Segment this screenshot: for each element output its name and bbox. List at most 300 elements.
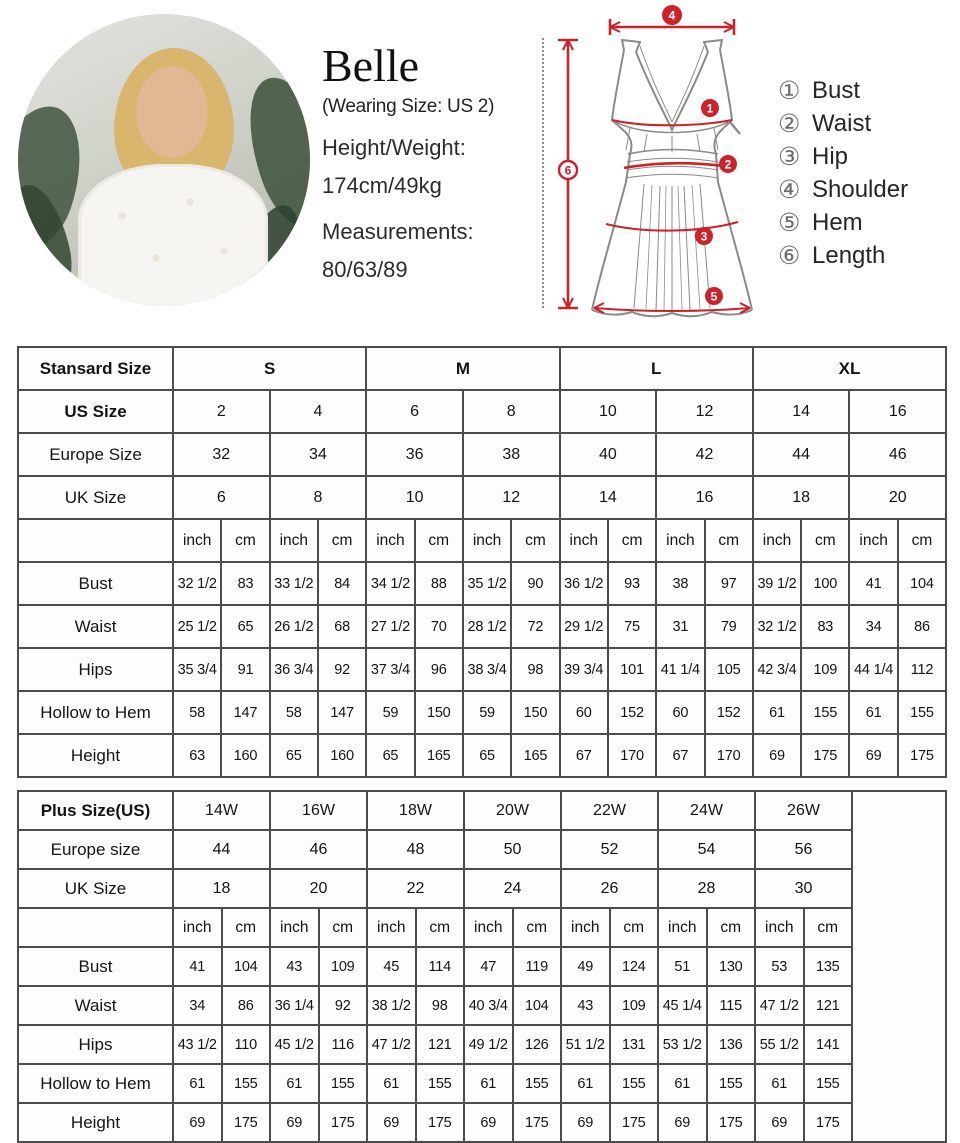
measurement-value: 40 3/4 <box>464 986 513 1025</box>
measurement-value: 69 <box>367 1103 416 1142</box>
measurement-value: 175 <box>319 1103 368 1142</box>
measurement-value: 109 <box>319 947 368 986</box>
measurement-value: 109 <box>801 648 849 691</box>
measurement-value: 175 <box>416 1103 465 1142</box>
marker-4: 4 <box>668 8 676 23</box>
standard-size-table <box>17 346 947 778</box>
measurement-value: 109 <box>610 986 659 1025</box>
europe-size-value: 44 <box>753 433 850 476</box>
unit-row <box>18 519 946 562</box>
unit-header: cm <box>416 908 465 947</box>
measurement-value: 63 <box>173 734 221 777</box>
plus-size-header: 20W <box>464 791 561 830</box>
measurement-value: 28 1/2 <box>463 605 511 648</box>
measurement-value: 65 <box>366 734 414 777</box>
unit-header: inch <box>849 519 897 562</box>
uk-size-value: 12 <box>463 476 560 519</box>
europe-size-value: 38 <box>463 433 560 476</box>
measurement-value: 39 3/4 <box>560 648 608 691</box>
size-group-header: S <box>173 347 366 390</box>
measurement-value: 33 1/2 <box>270 562 318 605</box>
empty-merged-cell <box>852 791 946 1142</box>
measurement-value: 49 1/2 <box>464 1025 513 1064</box>
measurement-value: 44 1/4 <box>849 648 897 691</box>
measurement-value: 69 <box>755 1103 804 1142</box>
measurement-value: 90 <box>511 562 559 605</box>
measurement-value: 79 <box>705 605 753 648</box>
unit-header: inch <box>560 519 608 562</box>
measurement-value: 98 <box>511 648 559 691</box>
uk-size-value: 30 <box>755 869 852 908</box>
measurement-value: 83 <box>801 605 849 648</box>
measurement-value: 105 <box>705 648 753 691</box>
unit-header: inch <box>755 908 804 947</box>
measurement-label: Waist <box>18 605 173 648</box>
measurement-value: 67 <box>560 734 608 777</box>
measurement-value: 130 <box>707 947 756 986</box>
measurement-value: 59 <box>463 691 511 734</box>
uk-size-label: UK Size <box>18 869 173 908</box>
measurement-value: 41 1/4 <box>656 648 704 691</box>
uk-size-value: 18 <box>753 476 850 519</box>
circled-1-icon: ① <box>778 76 801 105</box>
measurement-value: 38 1/2 <box>367 986 416 1025</box>
uk-size-value: 10 <box>366 476 463 519</box>
model-info <box>322 42 537 286</box>
measurement-value: 104 <box>513 986 562 1025</box>
measurement-value: 147 <box>318 691 366 734</box>
legend-item-hip: ③ Hip <box>778 142 849 171</box>
circled-3-icon: ③ <box>778 142 801 171</box>
measurement-value: 155 <box>707 1064 756 1103</box>
measurement-value: 45 1/2 <box>270 1025 319 1064</box>
uk-size-value: 20 <box>849 476 946 519</box>
measurement-value: 35 3/4 <box>173 648 221 691</box>
plus-size-title: Plus Size(US) <box>18 791 173 830</box>
europe-size-value: 54 <box>658 830 755 869</box>
measurement-value: 175 <box>222 1103 271 1142</box>
europe-size-value: 42 <box>656 433 753 476</box>
measurement-row <box>18 947 946 986</box>
measurement-value: 69 <box>561 1103 610 1142</box>
marker-6: 6 <box>564 163 572 178</box>
unit-header: cm <box>705 519 753 562</box>
unit-header: cm <box>221 519 269 562</box>
europe-size-value: 34 <box>270 433 367 476</box>
measurement-value: 60 <box>560 691 608 734</box>
model-photo <box>18 14 310 306</box>
uk-size-row <box>18 869 946 908</box>
measurement-value: 96 <box>415 648 463 691</box>
measurement-value: 47 <box>464 947 513 986</box>
measurement-value: 61 <box>658 1064 707 1103</box>
measurement-value: 61 <box>270 1064 319 1103</box>
measurement-value: 55 1/2 <box>755 1025 804 1064</box>
europe-size-value: 36 <box>366 433 463 476</box>
us-size-value: 16 <box>849 390 946 433</box>
measurement-value: 41 <box>173 947 222 986</box>
europe-size-row <box>18 433 946 476</box>
measurement-value: 152 <box>608 691 656 734</box>
standard-size-title: Stansard Size <box>18 347 173 390</box>
measurement-value: 70 <box>415 605 463 648</box>
marker-5: 5 <box>710 289 718 304</box>
measurement-value: 34 <box>173 986 222 1025</box>
us-size-value: 10 <box>560 390 657 433</box>
measurement-value: 98 <box>416 986 465 1025</box>
measurement-value: 49 <box>561 947 610 986</box>
unit-header: inch <box>366 519 414 562</box>
unit-header: cm <box>513 908 562 947</box>
europe-size-value: 32 <box>173 433 270 476</box>
measurement-value: 152 <box>705 691 753 734</box>
measurement-value: 45 <box>367 947 416 986</box>
measurement-value: 36 1/4 <box>270 986 319 1025</box>
measurement-value: 53 1/2 <box>658 1025 707 1064</box>
us-size-value: 6 <box>366 390 463 433</box>
measurement-value: 41 <box>849 562 897 605</box>
measurement-value: 93 <box>608 562 656 605</box>
unit-header: cm <box>707 908 756 947</box>
measurement-value: 38 <box>656 562 704 605</box>
uk-size-value: 22 <box>367 869 464 908</box>
plus-size-header: 24W <box>658 791 755 830</box>
circled-4-icon: ④ <box>778 175 801 204</box>
measurement-value: 150 <box>511 691 559 734</box>
measurement-row <box>18 1103 946 1142</box>
measurement-value: 104 <box>898 562 946 605</box>
empty-cell <box>18 908 173 947</box>
legend-item-length: ⑥ Length <box>778 241 886 270</box>
measurement-value: 155 <box>610 1064 659 1103</box>
us-size-value: 4 <box>270 390 367 433</box>
size-group-row <box>18 347 946 390</box>
measurement-value: 61 <box>464 1064 513 1103</box>
measurement-value: 84 <box>318 562 366 605</box>
measurement-value: 60 <box>656 691 704 734</box>
measurement-value: 65 <box>463 734 511 777</box>
measurement-value: 38 3/4 <box>463 648 511 691</box>
measurement-value: 124 <box>610 947 659 986</box>
model-face <box>136 66 208 158</box>
measurement-label: Hollow to Hem <box>18 691 173 734</box>
measurement-value: 119 <box>513 947 562 986</box>
measurement-value: 67 <box>656 734 704 777</box>
europe-size-value: 46 <box>270 830 367 869</box>
measurement-value: 68 <box>318 605 366 648</box>
unit-header: cm <box>608 519 656 562</box>
measurement-value: 121 <box>416 1025 465 1064</box>
unit-header: inch <box>270 519 318 562</box>
measurement-value: 53 <box>755 947 804 986</box>
measurement-value: 75 <box>608 605 656 648</box>
europe-size-label: Europe Size <box>18 433 173 476</box>
measurement-value: 135 <box>804 947 853 986</box>
europe-size-row <box>18 830 946 869</box>
measurement-value: 101 <box>608 648 656 691</box>
measurement-value: 165 <box>415 734 463 777</box>
size-group-header: XL <box>753 347 946 390</box>
measurement-value: 92 <box>319 986 368 1025</box>
measurement-value: 39 1/2 <box>753 562 801 605</box>
europe-size-value: 46 <box>849 433 946 476</box>
measurement-value: 100 <box>801 562 849 605</box>
measurement-value: 126 <box>513 1025 562 1064</box>
measurement-value: 36 1/2 <box>560 562 608 605</box>
unit-header: inch <box>367 908 416 947</box>
measurement-row <box>18 986 946 1025</box>
measurement-row <box>18 734 946 777</box>
measurement-value: 29 1/2 <box>560 605 608 648</box>
measurement-value: 65 <box>221 605 269 648</box>
measurement-value: 121 <box>804 986 853 1025</box>
measurement-legend <box>778 74 908 272</box>
measurement-value: 59 <box>366 691 414 734</box>
measurement-value: 47 1/2 <box>367 1025 416 1064</box>
unit-header: inch <box>463 519 511 562</box>
measurement-value: 116 <box>319 1025 368 1064</box>
measurement-value: 160 <box>318 734 366 777</box>
measurement-value: 83 <box>221 562 269 605</box>
measurement-row <box>18 605 946 648</box>
plus-size-row <box>18 791 946 830</box>
measurement-value: 26 1/2 <box>270 605 318 648</box>
measurement-value: 72 <box>511 605 559 648</box>
measurement-value: 114 <box>416 947 465 986</box>
europe-size-value: 40 <box>560 433 657 476</box>
measurement-value: 170 <box>608 734 656 777</box>
circled-2-icon: ② <box>778 109 801 138</box>
empty-cell <box>18 519 173 562</box>
measurement-value: 175 <box>610 1103 659 1142</box>
measurement-value: 43 <box>561 986 610 1025</box>
measurement-value: 51 1/2 <box>561 1025 610 1064</box>
measurement-value: 45 1/4 <box>658 986 707 1025</box>
unit-header: inch <box>561 908 610 947</box>
measurement-value: 160 <box>221 734 269 777</box>
measurement-row <box>18 1064 946 1103</box>
us-size-value: 12 <box>656 390 753 433</box>
uk-size-value: 6 <box>173 476 270 519</box>
measurement-value: 115 <box>707 986 756 1025</box>
measurement-value: 86 <box>898 605 946 648</box>
model-name: Belle <box>322 40 420 91</box>
unit-header: inch <box>658 908 707 947</box>
uk-size-value: 16 <box>656 476 753 519</box>
measurement-value: 37 3/4 <box>366 648 414 691</box>
legend-item-waist: ② Waist <box>778 109 872 138</box>
plus-size-header: 22W <box>561 791 658 830</box>
unit-header: cm <box>610 908 659 947</box>
measurements-value: 80/63/89 <box>322 256 408 282</box>
unit-header: inch <box>173 908 222 947</box>
europe-size-label: Europe size <box>18 830 173 869</box>
measurement-value: 61 <box>173 1064 222 1103</box>
marker-3: 3 <box>700 229 708 244</box>
measurement-value: 35 1/2 <box>463 562 511 605</box>
measurement-value: 42 3/4 <box>753 648 801 691</box>
measurement-value: 47 1/2 <box>755 986 804 1025</box>
size-group-header: L <box>560 347 753 390</box>
measurement-value: 155 <box>416 1064 465 1103</box>
measurement-value: 61 <box>755 1064 804 1103</box>
unit-header: cm <box>804 908 853 947</box>
plus-size-header: 18W <box>367 791 464 830</box>
europe-size-value: 44 <box>173 830 270 869</box>
measurement-value: 58 <box>173 691 221 734</box>
measurement-value: 175 <box>801 734 849 777</box>
us-size-row <box>18 390 946 433</box>
measurement-row <box>18 562 946 605</box>
measurement-value: 110 <box>222 1025 271 1064</box>
measurement-value: 165 <box>511 734 559 777</box>
measurement-value: 141 <box>804 1025 853 1064</box>
uk-size-value: 20 <box>270 869 367 908</box>
measurement-value: 31 <box>656 605 704 648</box>
us-size-label: US Size <box>18 390 173 433</box>
measurement-label: Bust <box>18 562 173 605</box>
measurement-value: 155 <box>898 691 946 734</box>
measurement-value: 155 <box>513 1064 562 1103</box>
unit-header: inch <box>173 519 221 562</box>
marker-1: 1 <box>706 101 714 116</box>
measurement-value: 69 <box>658 1103 707 1142</box>
measurement-value: 43 <box>270 947 319 986</box>
plus-size-table <box>17 790 947 1143</box>
measurement-value: 51 <box>658 947 707 986</box>
measurement-value: 91 <box>221 648 269 691</box>
measurement-value: 36 3/4 <box>270 648 318 691</box>
us-size-value: 2 <box>173 390 270 433</box>
measurement-label: Waist <box>18 986 173 1025</box>
plus-size-header: 26W <box>755 791 852 830</box>
measurement-value: 86 <box>222 986 271 1025</box>
unit-header: cm <box>801 519 849 562</box>
europe-size-value: 48 <box>367 830 464 869</box>
unit-header: inch <box>656 519 704 562</box>
dotted-divider <box>542 38 544 308</box>
measurement-value: 175 <box>804 1103 853 1142</box>
unit-header: cm <box>415 519 463 562</box>
circled-5-icon: ⑤ <box>778 208 801 237</box>
unit-header: cm <box>511 519 559 562</box>
europe-size-value: 56 <box>755 830 852 869</box>
measurement-value: 61 <box>561 1064 610 1103</box>
measurement-value: 69 <box>849 734 897 777</box>
measurement-value: 155 <box>222 1064 271 1103</box>
measurement-value: 32 1/2 <box>173 562 221 605</box>
measurement-value: 58 <box>270 691 318 734</box>
measurement-value: 69 <box>464 1103 513 1142</box>
europe-size-value: 50 <box>464 830 561 869</box>
model-dress <box>78 164 268 306</box>
measurement-value: 155 <box>801 691 849 734</box>
height-weight-label: Height/Weight: <box>322 135 466 161</box>
measurement-value: 92 <box>318 648 366 691</box>
measurement-label: Hollow to Hem <box>18 1064 173 1103</box>
unit-header: cm <box>898 519 946 562</box>
unit-header: cm <box>319 908 368 947</box>
measurement-value: 27 1/2 <box>366 605 414 648</box>
measurement-value: 34 <box>849 605 897 648</box>
measurement-value: 136 <box>707 1025 756 1064</box>
unit-header: inch <box>464 908 513 947</box>
unit-header: cm <box>222 908 271 947</box>
legend-item-shoulder: ④ Shoulder <box>778 175 909 204</box>
uk-size-value: 24 <box>464 869 561 908</box>
legend-item-bust: ① Bust <box>778 76 861 105</box>
measurement-value: 69 <box>270 1103 319 1142</box>
circled-6-icon: ⑥ <box>778 241 801 270</box>
measurement-row <box>18 1025 946 1064</box>
size-group-header: M <box>366 347 559 390</box>
measurement-value: 61 <box>367 1064 416 1103</box>
unit-header: cm <box>318 519 366 562</box>
measurement-value: 155 <box>804 1064 853 1103</box>
dress-measurement-diagram <box>552 2 790 336</box>
measurement-label: Hips <box>18 1025 173 1064</box>
unit-row <box>18 908 946 947</box>
us-size-value: 14 <box>753 390 850 433</box>
measurement-value: 150 <box>415 691 463 734</box>
measurement-value: 175 <box>707 1103 756 1142</box>
measurement-value: 25 1/2 <box>173 605 221 648</box>
measurement-row <box>18 691 946 734</box>
measurement-label: Height <box>18 1103 173 1142</box>
unit-header: inch <box>753 519 801 562</box>
measurement-value: 69 <box>173 1103 222 1142</box>
measurement-value: 175 <box>898 734 946 777</box>
measurement-value: 61 <box>753 691 801 734</box>
measurement-label: Bust <box>18 947 173 986</box>
measurement-value: 147 <box>221 691 269 734</box>
measurement-value: 34 1/2 <box>366 562 414 605</box>
unit-header: inch <box>270 908 319 947</box>
uk-size-value: 14 <box>560 476 657 519</box>
wearing-size: (Wearing Size: US 2) <box>322 96 495 118</box>
uk-size-value: 28 <box>658 869 755 908</box>
measurement-label: Height <box>18 734 173 777</box>
measurement-label: Hips <box>18 648 173 691</box>
plus-size-header: 14W <box>173 791 270 830</box>
measurement-value: 65 <box>270 734 318 777</box>
us-size-value: 8 <box>463 390 560 433</box>
marker-2: 2 <box>724 157 732 172</box>
europe-size-value: 52 <box>561 830 658 869</box>
measurement-row <box>18 648 946 691</box>
measurement-value: 170 <box>705 734 753 777</box>
uk-size-row <box>18 476 946 519</box>
uk-size-value: 8 <box>270 476 367 519</box>
measurement-value: 131 <box>610 1025 659 1064</box>
measurement-value: 32 1/2 <box>753 605 801 648</box>
measurement-value: 104 <box>222 947 271 986</box>
measurement-value: 175 <box>513 1103 562 1142</box>
measurement-value: 69 <box>753 734 801 777</box>
measurement-value: 155 <box>319 1064 368 1103</box>
measurements-label: Measurements: <box>322 219 474 245</box>
top-section <box>0 0 960 345</box>
uk-size-value: 18 <box>173 869 270 908</box>
legend-item-hem: ⑤ Hem <box>778 208 863 237</box>
measurement-value: 112 <box>898 648 946 691</box>
plus-size-header: 16W <box>270 791 367 830</box>
uk-size-value: 26 <box>561 869 658 908</box>
measurement-value: 61 <box>849 691 897 734</box>
uk-size-label: UK Size <box>18 476 173 519</box>
measurement-value: 43 1/2 <box>173 1025 222 1064</box>
measurement-value: 97 <box>705 562 753 605</box>
